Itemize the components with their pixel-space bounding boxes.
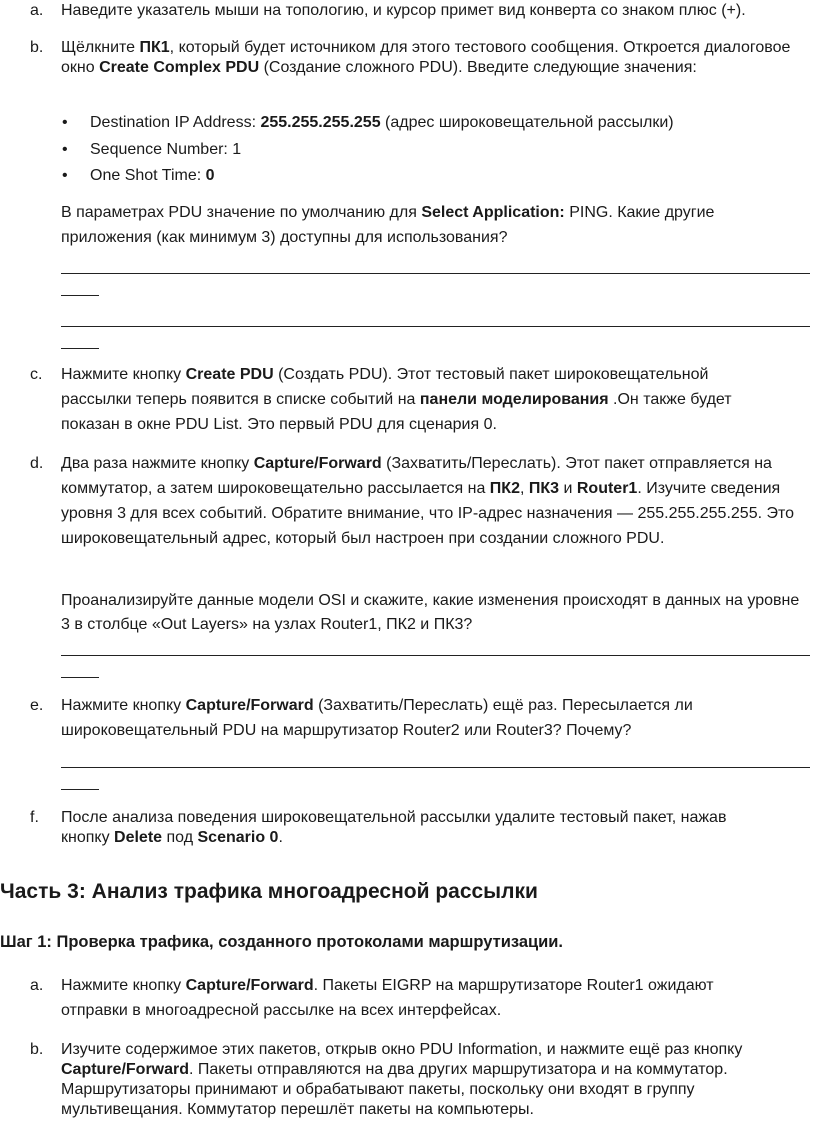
part3-step-b-label: b. [30,1041,44,1058]
step-c-label: c. [30,366,43,383]
answer-line-end [61,677,99,678]
answer-line [61,273,810,274]
step-b-text: Щёлкните ПК1, который будет источником для этого тестового сообщения. Откроется диалоговое окно Create Complex PDU (Создание сложного PDU). Введите следующие значения: [61,39,791,76]
step-a-text: Наведите указатель мыши на топологию, и курсор примет вид конверта со знаком плюс (+). [61,2,746,19]
step-b-label: b. [30,39,44,56]
answer-line-end [61,789,99,790]
step-e-text: Нажмите кнопку Capture/Forward (Захватить/Переслать) ещё раз. Пересылается ли широковещательный PDU на маршрутизатор Router2 или Router3? Почему? [61,697,693,739]
bullet-dot: • [62,114,68,131]
answer-line [61,767,810,768]
part3-step-a-label: a. [30,977,44,994]
part3-step-a-text: Нажмите кнопку Capture/Forward. Пакеты EIGRP на маршрутизаторе Router1 ожидают отправки в многоадресной рассылке на всех интерфейсах. [61,977,714,1019]
answer-line [61,326,810,327]
answer-line-end [61,295,99,296]
bullet-dot: • [62,167,68,184]
step1-heading: Шаг 1: Проверка трафика, созданного протоколами маршрутизации. [0,933,564,951]
step-f-label: f. [30,809,39,826]
step-c-text: Нажмите кнопку Create PDU (Создать PDU). Этот тестовый пакет широковещательной рассылки теперь появится в списке событий на панели моделирования .Он также будет показан в окне PDU List. Это первый PDU для сценария 0. [61,366,732,433]
step-e-label: e. [30,697,44,714]
question-applications: В параметрах PDU значение по умолчанию для Select Application: PING. Какие другие приложения (как минимум 3) доступны для использования? [61,204,715,246]
step-f-text: После анализа поведения широковещательной рассылки удалите тестовый пакет, нажав кнопку Delete под Scenario 0. [61,809,727,846]
question-osi-layers: Проанализируйте данные модели OSI и скажите, какие изменения происходят в данных на уровне 3 в столбце «Out Layers» на узлах Router1, ПК2 и ПК3? [61,592,800,633]
answer-line [61,655,810,656]
step-d-text: Два раза нажмите кнопку Capture/Forward (Захватить/Переслать). Этот пакет отправляется на коммутатор, а затем широковещательно рассылается на ПК2, ПК3 и Router1. Изучите сведения уровня 3 для всех событий. Обратите внимание, что IP-адрес назначения — 255.255.255.255. Это широковещательный адрес, который был настроен при создании сложного PDU. [61,455,795,547]
step-a-label: a. [30,2,44,19]
document-page: a. Наведите указатель мыши на топологию, и курсор примет вид конверта со знаком плюс (+). b. Щёлкните ПК1, который будет источником для этого тестового сообщения. Откроется диалоговое окно Create Complex PDU (Создание сложного PDU). Введите следующие значения: • Destination IP Address: 255.255.255.255 (адрес широковещательной рассылки) • Sequence Number: 1 • One Shot Time: 0 В параметрах PDU значение по умолчанию для Select Application: PING. Какие другие приложения (как минимум 3) доступны для использования? c. Нажмите кнопку Create PDU (Создать PDU). Этот тестовый пакет широковещательной рассылки теперь появится в списке событий на панели моделирования .Он также будет показан в окне PDU List. Это первый PDU для сценария 0. d. Два раза нажмите кнопку Capture/Forward (Захватить/Переслать). Этот пакет отправляется на коммутатор, а затем широковещательно рассылается на ПК2, ПК3 и Router1. Изучите сведения уровня 3 для всех событий. Обратите внимание, что IP-адрес назначения — 255.255.255.255. Это широковещательный адрес, который был настроен при создании сложного PDU. Проанализируйте данные модели OSI и скажите, какие изменения происходят в данных на уровне 3 в столбце «Out Layers» на узлах Router1, ПК2 и ПК3? e. Нажмите кнопку Capture/Forward (Захватить/Переслать) ещё раз. Пересылается ли широковещательный PDU на маршрутизатор Router2 или Router3? Почему? f. После анализа поведения широковещательной рассылки удалите тестовый пакет, нажав кнопку Delete под Scenario 0. Часть 3: Анализ трафика многоадресной рассылки Шаг 1: Проверка трафика, созданного протоколами маршрутизации. a. Нажмите кнопку Capture/Forward. Пакеты EIGRP на маршрутизаторе Router1 ожидают отправки в многоадресной рассылке на всех интерфейсах. b. Изучите содержимое этих пакетов, открыв окно PDU Information, и нажмите ещё раз кнопку Capture/Forward. Пакеты отправляются на два других маршрутизатора и на коммутатор. Маршрутизаторы принимают и обрабатывают пакеты, поскольку они входят в группу мультивещания. Коммутатор перешлёт пакеты на компьютеры. [0,0,816,1138]
part3-step-b-text: Изучите содержимое этих пакетов, открыв окно PDU Information, и нажмите ещё раз кнопку Capture/Forward. Пакеты отправляются на два других маршрутизатора и на коммутатор. Маршрутизаторы принимают и обрабатывают пакеты, поскольку они входят в группу мультивещания. Коммутатор перешлёт пакеты на компьютеры. [61,1041,743,1118]
bullet-dot: • [62,141,68,158]
step-d-label: d. [30,455,44,472]
part3-heading: Часть 3: Анализ трафика многоадресной рассылки [0,880,538,903]
answer-line-end [61,348,99,349]
